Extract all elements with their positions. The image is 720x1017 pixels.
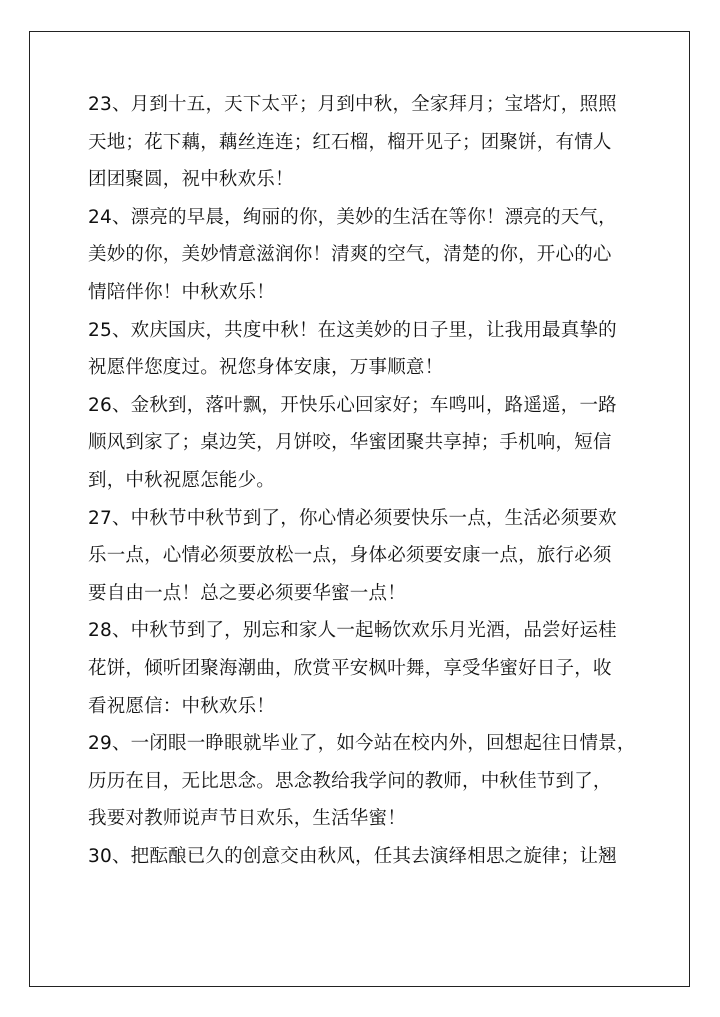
document-body [88, 86, 640, 875]
paragraph-28 [88, 612, 640, 725]
text-line: 顺风到家了；桌边笑，月饼咬，华蜜团聚共享掉；手机响，短信 [88, 432, 612, 454]
text-line: 24、漂亮的早晨，绚丽的你，美妙的生活在等你！漂亮的天气， [88, 206, 617, 228]
paragraph-23 [88, 86, 640, 199]
paragraph-26 [88, 387, 640, 500]
text-line: 29、一闭眼一睁眼就毕业了，如今站在校内外，回想起往日情景， [88, 733, 636, 755]
text-line: 天地；花下藕，藕丝连连；红石榴，榴开见子；团聚饼，有情人 [88, 131, 612, 153]
text-line: 看祝愿信：中秋欢乐！ [88, 695, 276, 717]
text-line: 23、月到十五，天下太平；月到中秋，全家拜月；宝塔灯，照照 [88, 94, 617, 115]
text-line: 美妙的你，美妙情意滋润你！清爽的空气，清楚的你，开心的心 [88, 244, 612, 266]
text-line: 我要对教师说声节日欢乐，生活华蜜！ [88, 808, 406, 830]
text-line: 历历在目，无比思念。思念教给我学问的教师，中秋佳节到了， [88, 770, 612, 792]
text-line: 25、欢庆国庆，共度中秋！在这美妙的日子里，让我用最真挚的 [88, 319, 617, 341]
text-line: 27、中秋节中秋节到了，你心情必须要快乐一点，生活必须要欢 [88, 507, 617, 529]
text-line: 要自由一点！总之要必须要华蜜一点！ [88, 582, 406, 604]
text-line: 祝愿伴您度过。祝您身体安康，万事顺意！ [88, 357, 444, 379]
text-line: 30、把酝酿已久的创意交由秋风，任其去演绎相思之旋律；让翘 [88, 845, 617, 867]
text-line: 26、金秋到，落叶飘，开快乐心回家好；车鸣叫，路遥遥，一路 [88, 394, 617, 416]
paragraph-25 [88, 312, 640, 387]
text-line: 28、中秋节到了，别忘和家人一起畅饮欢乐月光酒，品尝好运桂 [88, 620, 617, 642]
paragraph-27 [88, 500, 640, 613]
text-line: 情陪伴你！中秋欢乐！ [88, 281, 276, 303]
paragraph-30 [88, 838, 640, 876]
text-line: 团团聚圆，祝中秋欢乐！ [88, 169, 294, 191]
paragraph-29 [88, 725, 640, 838]
text-line: 乐一点，心情必须要放松一点，身体必须要安康一点，旅行必须 [88, 545, 612, 567]
paragraph-24 [88, 199, 640, 312]
text-line: 花饼，倾听团聚海潮曲，欣赏平安枫叶舞，享受华蜜好日子，收 [88, 657, 612, 679]
text-line: 到，中秋祝愿怎能少。 [88, 469, 276, 491]
